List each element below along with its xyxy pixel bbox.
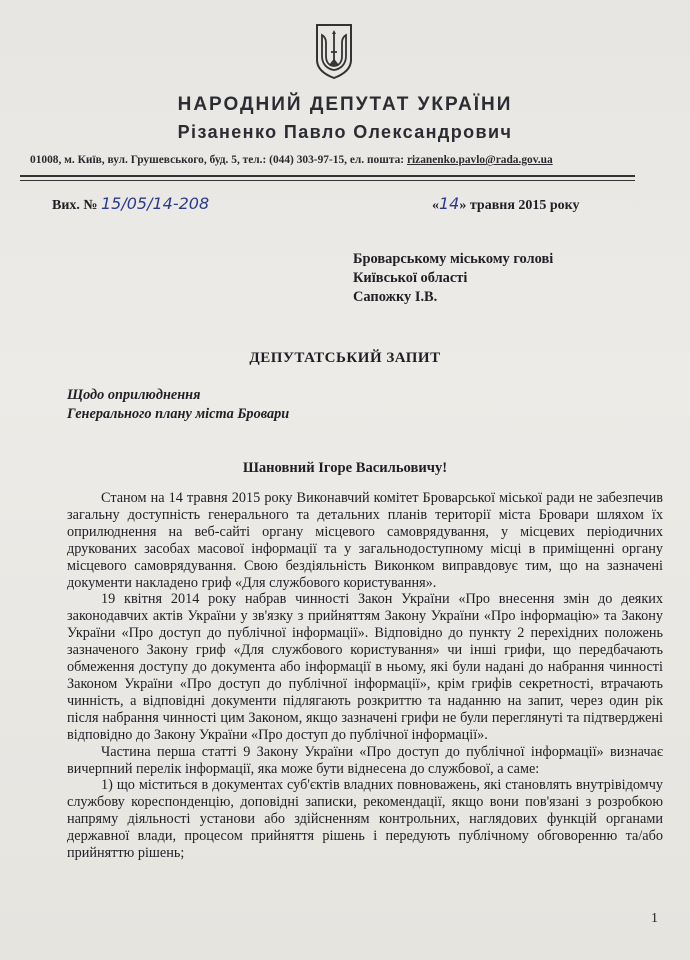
letter-date [432, 194, 580, 214]
header-rule-thick [20, 175, 635, 177]
addressee-line-3: Сапожку І.В. [353, 289, 438, 305]
date-rest: » травня 2015 року [459, 198, 580, 213]
address-text: 01008, м. Київ, вул. Грушевського, буд. 5, тел.: (044) 303-97-15, ел. пошта: [30, 154, 407, 166]
date-open-quote: « [432, 198, 439, 213]
body-paragraph-3: Частина перша статті 9 Закону України «Про доступ до публічної інформації» визначає вичерпний перелік інформації, яка може бути віднесена до службової, а саме: [67, 743, 663, 777]
addressee-line-1: Броварському міському голові [353, 251, 554, 267]
body-paragraph-4: 1) що міститься в документах суб'єктів владних повноважень, які становлять внутрівідомчу службову кореспонденцію, доповідні записки, рекомендації, якщо вони пов'язані з розробкою напряму діяльності установи або здійсненням контрольних, наглядових функцій органами державної влади, процесом прийняття рішень і передують публічному обговоренню та/або прийняттю рішень; [67, 777, 663, 862]
body-paragraph-2: 19 квітня 2014 року набрав чинності Закон України «Про внесення змін до деяких законодавчих актів України у зв'язку з прийняттям Закону України «Про інформацію» та Закону України «Про доступ до публічної інформації». Відповідно до пункту 2 перехідних положень зазначеного Закону гриф «Для службового користування» чи інші грифи, що передбачають обмеження доступу до документа або інформації в ньому, які були надані до набрання чинності Законом України «Про доступ до публічної інформації», крім грифів секретності, втрачають чинність, а відповідні документи підлягають розкриттю та наданню на запит, через один рік після набрання чинності цим Законом, якщо зазначені грифи не були переглянуті та підтверджені відповідно до Закону України «Про доступ до публічної інформації». [67, 591, 663, 743]
body-paragraph-1: Станом на 14 травня 2015 року Виконавчий комітет Броварської міської ради не забезпечив загальну доступність генерального та детальних планів території міста Бровари шляхом їх оприлюднення на веб-сайті органу місцевого самоврядування, у місцевих періодичних друкованих засобах масової інформації та у загальнодоступному місці в приміщенні органу місцевого самоврядування. Свою бездіяльність Виконком виправдовує тим, що на зазначені документи накладено гриф «Для службового користування». [67, 490, 663, 591]
outgoing-number-label: Вих. № [52, 198, 98, 213]
page-number: 1 [651, 911, 658, 926]
outgoing-number [52, 194, 209, 214]
subject-block [67, 386, 289, 424]
subject-line-1: Щодо оприлюднення [67, 387, 201, 403]
letter-body [67, 490, 663, 862]
addressee-block [353, 250, 553, 307]
letterhead-address [30, 154, 650, 166]
greeting: Шановний Ігоре Васильовичу! [242, 460, 448, 476]
document-heading: ДЕПУТАТСЬКИЙ ЗАПИТ [249, 350, 441, 366]
header-rule-thin [20, 180, 635, 181]
email-link[interactable]: rizanenko.pavlo@rada.gov.ua [406, 154, 553, 166]
subject-line-2: Генерального плану міста Бровари [67, 406, 290, 422]
addressee-line-2: Київської області [353, 270, 468, 286]
letterhead-title: НАРОДНИЙ ДЕПУТАТ УКРАЇНИ [177, 94, 513, 115]
outgoing-number-value: 15/05/14-208 [100, 194, 210, 213]
coat-of-arms-trident-icon [314, 22, 354, 80]
letterhead-name: Різаненко Павло Олександрович [177, 122, 513, 142]
date-day: 14 [439, 194, 460, 213]
